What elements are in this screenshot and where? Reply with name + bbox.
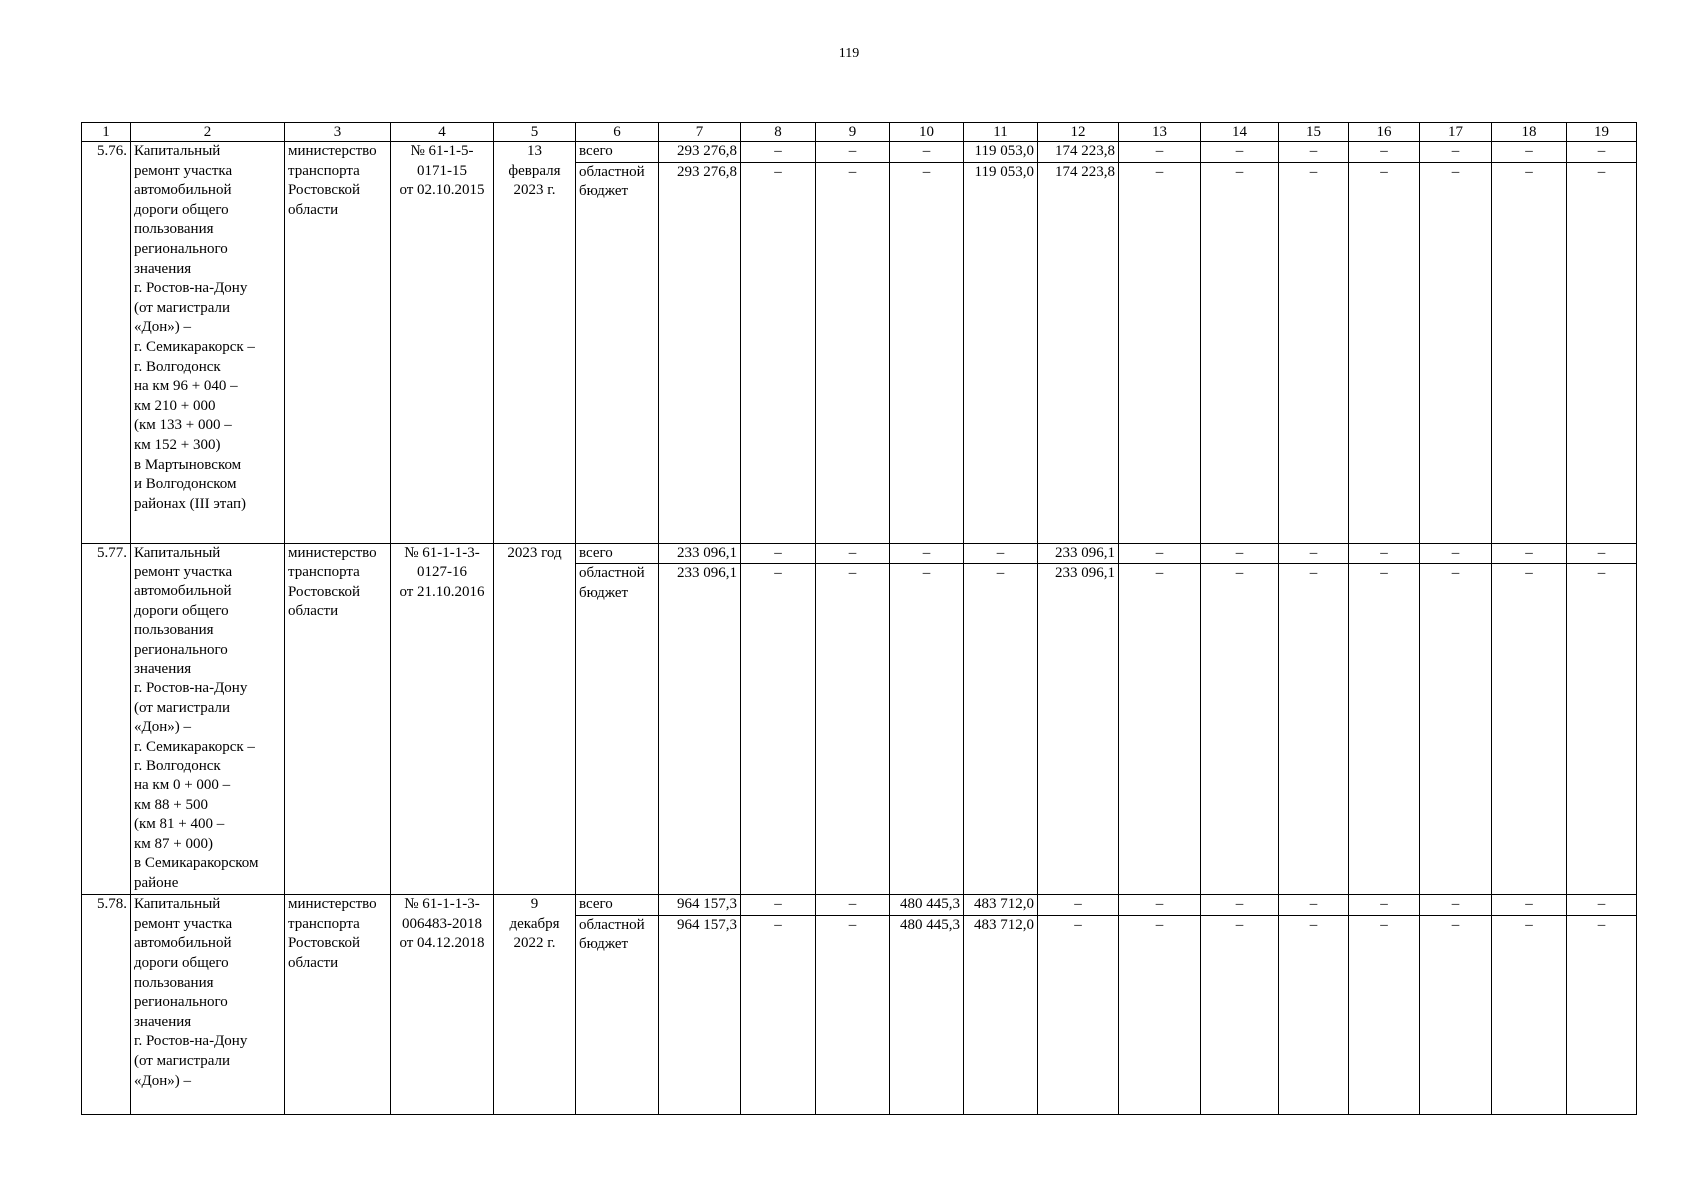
column-header-18: 18: [1492, 123, 1567, 142]
object-name-line: регионального: [134, 240, 228, 257]
column-header-6: 6: [576, 123, 659, 142]
funding-source-line: всего: [579, 544, 613, 561]
value-cell: –: [890, 543, 964, 564]
column-header-19: 19: [1567, 123, 1637, 142]
value-cell: 233 096,1: [659, 564, 741, 895]
object-name-line: в Мартыновском: [134, 456, 242, 473]
value-cell: –: [741, 915, 816, 1114]
value-cell: –: [1349, 895, 1420, 916]
row-number: 5.76.: [82, 142, 131, 544]
value-cell: –: [1492, 915, 1567, 1114]
expertise-document-line: от 21.10.2016: [399, 583, 485, 600]
page-number: 119: [838, 46, 860, 61]
column-header-11: 11: [964, 123, 1038, 142]
value-cell: –: [1349, 564, 1420, 895]
value-cell: 293 276,8: [659, 162, 741, 543]
expertise-document: [391, 895, 494, 1115]
customer-line: области: [288, 954, 339, 971]
value-cell: –: [816, 162, 890, 543]
funding-source: [576, 895, 659, 916]
column-header-17: 17: [1420, 123, 1492, 142]
value-cell: –: [1119, 564, 1201, 895]
value-cell: –: [1492, 142, 1567, 163]
customer-line: транспорта: [288, 915, 360, 932]
completion-date-line: 2023 год: [507, 544, 562, 561]
object-name-line: значения: [134, 661, 192, 678]
object-name-line: дороги общего: [134, 602, 229, 619]
object-name-line: и Волгодонском: [134, 476, 237, 493]
column-header-15: 15: [1279, 123, 1349, 142]
object-name-line: г. Ростов-на-Дону: [134, 280, 248, 297]
object-name-line: г. Ростов-на-Дону: [134, 1033, 248, 1050]
funding-source-line: бюджет: [579, 183, 629, 200]
expertise-document-line: 0171-15: [417, 162, 467, 179]
column-header-5: 5: [494, 123, 576, 142]
object-name-line: районах (III этап): [134, 495, 247, 512]
customer: [285, 895, 391, 1115]
value-cell: –: [1349, 162, 1420, 543]
object-name-line: км 88 + 500: [134, 796, 208, 813]
value-cell: –: [1279, 915, 1349, 1114]
value-cell: –: [1420, 543, 1492, 564]
funding-source: [576, 915, 659, 1114]
value-cell: –: [1567, 564, 1637, 895]
funding-source: [576, 142, 659, 163]
expertise-document-line: № 61-1-1-3-: [404, 896, 480, 913]
customer-line: министерство: [288, 143, 377, 159]
object-name-line: автомобильной: [134, 583, 232, 600]
value-cell: –: [1420, 564, 1492, 895]
value-cell: –: [1349, 543, 1420, 564]
object-name-line: пользования: [134, 221, 214, 238]
funding-source: [576, 564, 659, 895]
value-cell: –: [1201, 543, 1279, 564]
row-number: 5.77.: [82, 543, 131, 895]
column-header-7: 7: [659, 123, 741, 142]
object-name-line: км 152 + 300): [134, 436, 221, 453]
object-name: [131, 895, 285, 1115]
value-cell: –: [1492, 543, 1567, 564]
object-name-line: Капитальный: [134, 143, 221, 159]
object-name-line: регионального: [134, 994, 228, 1011]
object-name: [131, 142, 285, 544]
object-name-line: автомобильной: [134, 935, 232, 952]
value-cell: –: [1420, 895, 1492, 916]
customer-line: транспорта: [288, 162, 360, 179]
completion-date: [494, 142, 576, 544]
object-name-line: (от магистрали: [134, 299, 231, 316]
column-header-10: 10: [890, 123, 964, 142]
value-cell: –: [1119, 543, 1201, 564]
value-cell: –: [1279, 543, 1349, 564]
row-number: 5.78.: [82, 895, 131, 1115]
value-cell: –: [741, 895, 816, 916]
customer-line: области: [288, 201, 339, 218]
value-cell: –: [964, 543, 1038, 564]
object-name-line: Капитальный: [134, 544, 221, 561]
object-name-line: (от магистрали: [134, 699, 231, 716]
customer-line: области: [288, 603, 339, 620]
funding-source-line: областной: [579, 163, 645, 180]
value-cell: –: [1119, 895, 1201, 916]
customer-line: Ростовской: [288, 935, 361, 952]
column-header-3: 3: [285, 123, 391, 142]
object-name-line: дороги общего: [134, 954, 229, 971]
completion-date-line: 2023 г.: [513, 182, 556, 199]
value-cell: –: [1420, 162, 1492, 543]
column-header-12: 12: [1038, 123, 1119, 142]
object-name-line: г. Ростов-на-Дону: [134, 680, 248, 697]
completion-date: [494, 543, 576, 895]
customer: [285, 142, 391, 544]
expertise-document-line: от 04.12.2018: [399, 935, 485, 952]
value-cell: 293 276,8: [659, 142, 741, 163]
value-cell: –: [1038, 915, 1119, 1114]
data-table: [81, 122, 1637, 1115]
expertise-document-line: от 02.10.2015: [399, 182, 485, 199]
value-cell: –: [1349, 142, 1420, 163]
value-cell: –: [1201, 564, 1279, 895]
object-name-line: на км 96 + 040 –: [134, 378, 238, 395]
object-name-line: (от магистрали: [134, 1052, 231, 1069]
value-cell: –: [1492, 564, 1567, 895]
object-name-line: (км 133 + 000 –: [134, 417, 232, 434]
completion-date-line: 2022 г.: [513, 935, 556, 952]
object-name-line: г. Волгодонск: [134, 358, 221, 375]
completion-date: [494, 895, 576, 1115]
value-cell: 119 053,0: [964, 162, 1038, 543]
value-cell: –: [1349, 915, 1420, 1114]
value-cell: –: [890, 564, 964, 895]
value-cell: –: [1567, 895, 1637, 916]
object-name-line: «Дон») –: [134, 319, 192, 336]
completion-date-line: 13: [527, 143, 542, 159]
funding-source: [576, 162, 659, 543]
value-cell: –: [964, 564, 1038, 895]
column-header-16: 16: [1349, 123, 1420, 142]
value-cell: 964 157,3: [659, 895, 741, 916]
value-cell: 480 445,3: [890, 915, 964, 1114]
column-header-8: 8: [741, 123, 816, 142]
object-name-line: в Семикаракорском: [134, 855, 259, 872]
object-name-line: дороги общего: [134, 201, 229, 218]
funding-source-line: областной: [579, 565, 645, 582]
table-row: [82, 895, 1637, 916]
completion-date-line: декабря: [509, 915, 560, 932]
object-name-line: на км 0 + 000 –: [134, 777, 231, 794]
object-name-line: районе: [134, 874, 179, 891]
expertise-document-line: № 61-1-5-: [410, 143, 474, 159]
funding-source-line: бюджет: [579, 584, 629, 601]
value-cell: –: [1279, 142, 1349, 163]
value-cell: 233 096,1: [1038, 564, 1119, 895]
value-cell: –: [1492, 162, 1567, 543]
value-cell: –: [816, 543, 890, 564]
value-cell: –: [1201, 915, 1279, 1114]
value-cell: –: [1567, 915, 1637, 1114]
value-cell: –: [741, 142, 816, 163]
funding-source-line: всего: [579, 143, 613, 159]
value-cell: –: [816, 895, 890, 916]
value-cell: –: [1567, 162, 1637, 543]
object-name-line: пользования: [134, 622, 214, 639]
value-cell: –: [741, 564, 816, 895]
value-cell: –: [1038, 895, 1119, 916]
completion-date-line: 9: [530, 896, 539, 913]
value-cell: –: [1567, 142, 1637, 163]
object-name-line: «Дон») –: [134, 719, 192, 736]
value-cell: –: [816, 915, 890, 1114]
object-name-line: Капитальный: [134, 896, 221, 913]
value-cell: 483 712,0: [964, 895, 1038, 916]
value-cell: –: [1279, 162, 1349, 543]
object-name-line: (км 81 + 400 –: [134, 816, 225, 833]
object-name-line: автомобильной: [134, 182, 232, 199]
customer-line: министерство: [288, 544, 377, 561]
expertise-document-line: 006483-2018: [402, 915, 482, 932]
value-cell: 174 223,8: [1038, 142, 1119, 163]
column-header-13: 13: [1119, 123, 1201, 142]
object-name-line: г. Волгодонск: [134, 758, 221, 775]
value-cell: 233 096,1: [1038, 543, 1119, 564]
column-header-14: 14: [1201, 123, 1279, 142]
value-cell: –: [741, 162, 816, 543]
value-cell: 174 223,8: [1038, 162, 1119, 543]
value-cell: –: [890, 162, 964, 543]
customer-line: Ростовской: [288, 182, 361, 199]
column-header-2: 2: [131, 123, 285, 142]
column-header-9: 9: [816, 123, 890, 142]
customer-line: транспорта: [288, 564, 360, 581]
header-row: [82, 123, 1637, 142]
customer-line: министерство: [288, 896, 377, 913]
value-cell: –: [1119, 142, 1201, 163]
object-name-line: ремонт участка: [134, 564, 233, 580]
expertise-document-line: № 61-1-1-3-: [404, 544, 480, 561]
object-name-line: г. Семикаракорск –: [134, 738, 255, 755]
value-cell: –: [1119, 162, 1201, 543]
value-cell: –: [1279, 564, 1349, 895]
funding-source-line: всего: [579, 896, 613, 913]
object-name-line: «Дон») –: [134, 1072, 192, 1089]
value-cell: –: [816, 564, 890, 895]
value-cell: –: [1279, 895, 1349, 916]
expertise-document-line: 0127-16: [417, 564, 467, 581]
customer-line: Ростовской: [288, 583, 361, 600]
funding-source: [576, 543, 659, 564]
value-cell: –: [1201, 895, 1279, 916]
completion-date-line: февраля: [508, 162, 561, 179]
value-cell: –: [1420, 142, 1492, 163]
expertise-document: [391, 543, 494, 895]
table-row: [82, 142, 1637, 163]
funding-source-line: бюджет: [579, 936, 629, 953]
object-name-line: значения: [134, 1013, 192, 1030]
value-cell: –: [1567, 543, 1637, 564]
object-name-line: пользования: [134, 974, 214, 991]
value-cell: –: [1201, 142, 1279, 163]
object-name-line: регионального: [134, 641, 228, 658]
object-name-line: г. Семикаракорск –: [134, 338, 255, 355]
object-name-line: км 210 + 000: [134, 397, 216, 414]
value-cell: –: [890, 142, 964, 163]
value-cell: 480 445,3: [890, 895, 964, 916]
value-cell: 483 712,0: [964, 915, 1038, 1114]
table-row: [82, 543, 1637, 564]
value-cell: –: [816, 142, 890, 163]
value-cell: 233 096,1: [659, 543, 741, 564]
value-cell: –: [741, 543, 816, 564]
object-name-line: ремонт участка: [134, 915, 233, 932]
expertise-document: [391, 142, 494, 544]
value-cell: –: [1492, 895, 1567, 916]
column-header-1: 1: [82, 123, 131, 142]
value-cell: 964 157,3: [659, 915, 741, 1114]
funding-source-line: областной: [579, 916, 645, 933]
object-name-line: значения: [134, 260, 192, 277]
value-cell: 119 053,0: [964, 142, 1038, 163]
value-cell: –: [1201, 162, 1279, 543]
value-cell: –: [1119, 915, 1201, 1114]
object-name-line: ремонт участка: [134, 162, 233, 179]
column-header-4: 4: [391, 123, 494, 142]
object-name-line: км 87 + 000): [134, 835, 213, 852]
object-name: [131, 543, 285, 895]
value-cell: –: [1420, 915, 1492, 1114]
customer: [285, 543, 391, 895]
